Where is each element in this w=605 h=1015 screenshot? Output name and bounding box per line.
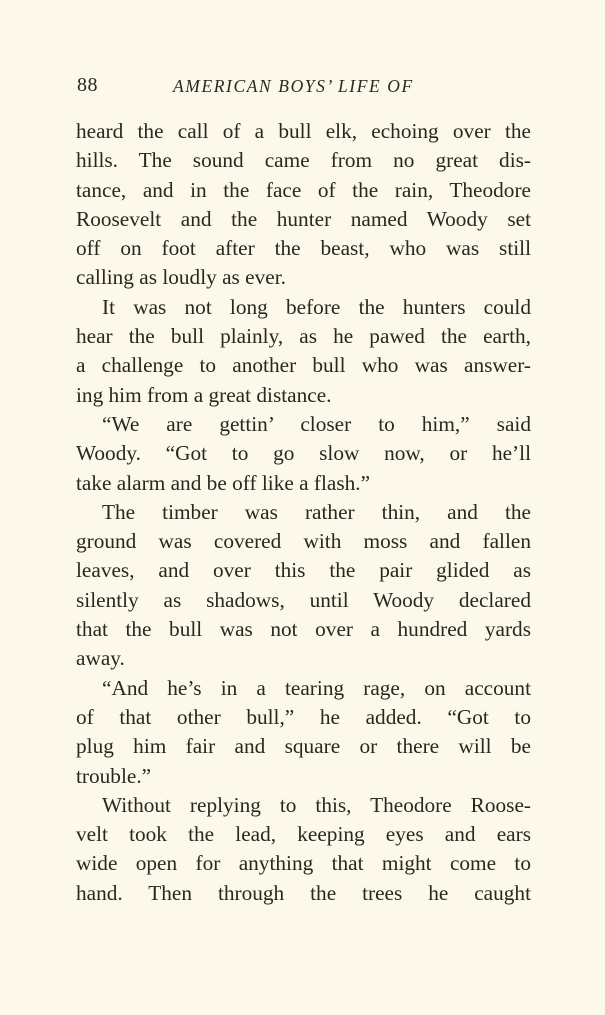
text-line: It was not long before the hunters could: [102, 294, 531, 319]
text-line: off on foot after the beast, who was still: [76, 236, 531, 261]
text-line: The timber was rather thin, and the: [102, 499, 531, 524]
text-line: tance, and in the face of the rain, Theodore: [76, 177, 531, 202]
text-line: Woody. “Got to go slow now, or he’ll: [76, 441, 531, 466]
page-number: 88: [77, 74, 98, 96]
text-line: wide open for anything that might come to: [76, 851, 531, 876]
text-line: Without replying to this, Theodore Roose-: [102, 792, 531, 817]
text-line: plug him fair and square or there will be: [76, 734, 531, 759]
text-line: away.: [76, 646, 125, 671]
running-title: AMERICAN BOYS’ LIFE OF: [173, 76, 414, 96]
text-line: calling as loudly as ever.: [76, 265, 286, 290]
text-line: “We are gettin’ closer to him,” said: [102, 411, 531, 436]
page-header: [76, 74, 531, 102]
text-line: a challenge to another bull who was answer-: [76, 353, 531, 378]
text-line: hand. Then through the trees he caught: [76, 880, 531, 905]
text-line: that the bull was not over a hundred yards: [76, 617, 531, 642]
text-line: hear the bull plainly, as he pawed the earth,: [76, 324, 531, 349]
text-line: leaves, and over this the pair glided as: [76, 558, 531, 583]
text-line: heard the call of a bull elk, echoing over the: [76, 119, 531, 143]
text-line: hills. The sound came from no great dis-: [76, 148, 531, 173]
text-line: silently as shadows, until Woody declared: [76, 587, 531, 612]
text-line: velt took the lead, keeping eyes and ears: [76, 822, 531, 847]
text-line: Roosevelt and the hunter named Woody set: [76, 206, 531, 231]
text-line: ground was covered with moss and fallen: [76, 529, 531, 554]
text-line: “And he’s in a tearing rage, on account: [102, 675, 531, 700]
text-line: take alarm and be off like a flash.”: [76, 470, 371, 495]
text-line: of that other bull,” he added. “Got to: [76, 704, 531, 729]
text-line: ing him from a great distance.: [76, 382, 332, 407]
text-line: trouble.”: [76, 763, 152, 788]
body-text: [76, 117, 531, 908]
